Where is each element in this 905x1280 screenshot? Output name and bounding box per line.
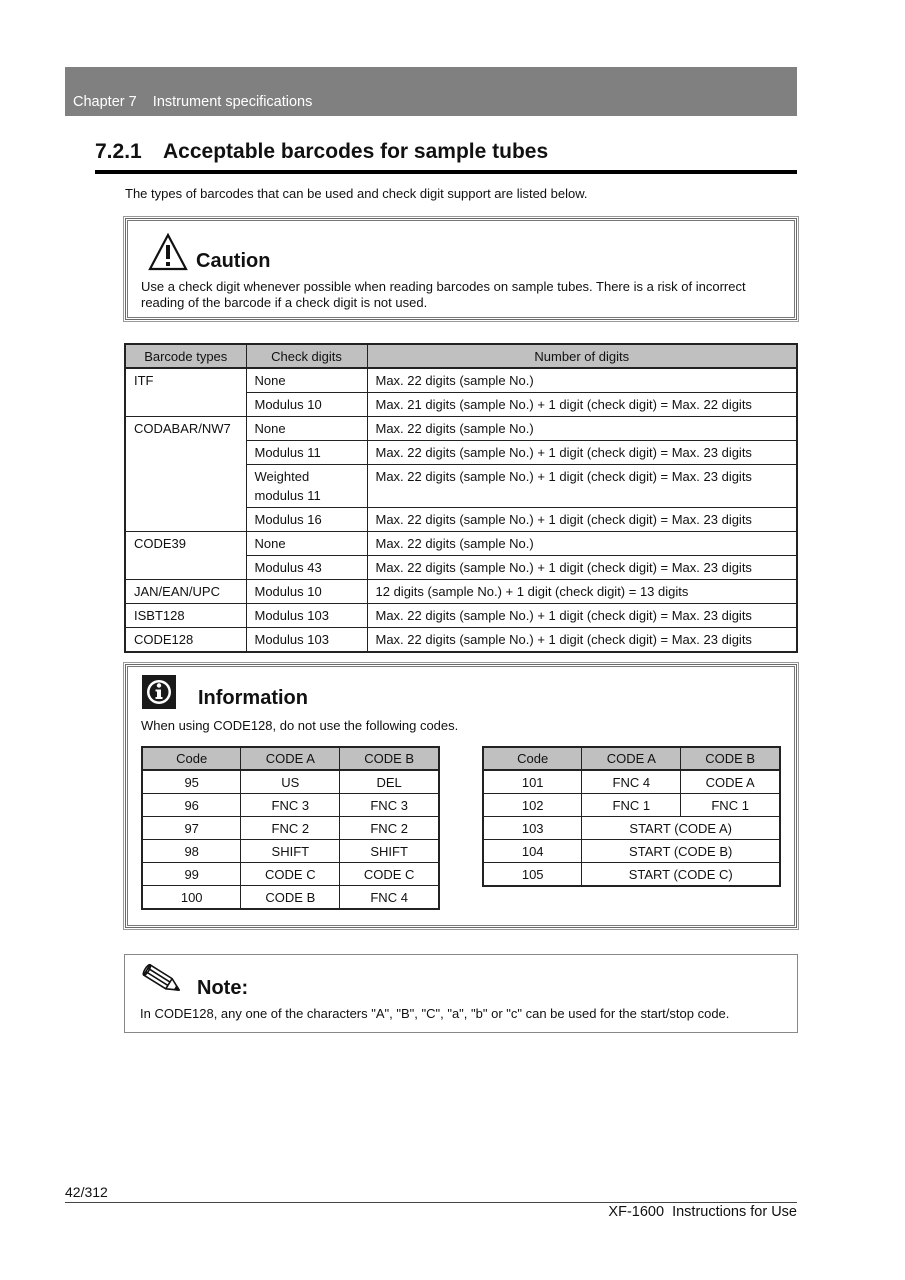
table-row [125,368,797,393]
caution-text: Use a check digit whenever possible when reading barcodes on sample tubes. There is a risk of incorrect reading of the barcode if a check digit is not used. [141,279,746,310]
information-box [123,662,799,930]
footer-rule [65,1202,797,1203]
code-cell: 96 [142,794,241,817]
table-row [483,770,780,794]
table-row [125,580,797,604]
caution-heading: Caution [196,250,271,272]
code-cell: 95 [142,770,241,794]
information-text: When using CODE128, do not use the following codes. [141,718,459,733]
barcode-type-cell: JAN/EAN/UPC [125,580,246,604]
table-row [125,417,797,441]
code-a-cell: CODE C [241,863,340,886]
check-digit-cell: Modulus 10 [246,580,367,604]
barcode-type-cell: ITF [125,368,246,417]
code-b-cell: FNC 2 [340,817,439,840]
digits-cell: Max. 22 digits (sample No.) [367,532,797,556]
code128-table-right [482,746,781,887]
code-b-cell: CODE C [340,863,439,886]
table-header-row [142,747,439,770]
digits-cell: Max. 21 digits (sample No.) + 1 digit (check digit) = Max. 22 digits [367,393,797,417]
digits-cell: Max. 22 digits (sample No.) + 1 digit (check digit) = Max. 23 digits [367,441,797,465]
table-row [125,628,797,653]
footer-title: XF-1600 Instructions for Use [608,1204,797,1220]
col-header-code-a: CODE A [241,747,340,770]
code-ab-cell: START (CODE A) [582,817,780,840]
note-heading: Note: [197,977,249,999]
digits-cell: Max. 22 digits (sample No.) + 1 digit (check digit) = Max. 23 digits [367,508,797,532]
table-row [142,886,439,910]
table-row [125,532,797,556]
code-a-cell: FNC 4 [582,770,681,794]
table-row [142,770,439,794]
table-row [142,817,439,840]
code-a-cell: US [241,770,340,794]
check-digit-cell: None [246,417,367,441]
barcode-type-cell: CODABAR/NW7 [125,417,246,532]
code-b-cell: CODE A [681,770,780,794]
table-row [483,840,780,863]
section-number: 7.2.1 [95,140,142,163]
code-b-cell: FNC 1 [681,794,780,817]
warning-triangle-icon [148,233,188,271]
table-header-row [125,344,797,368]
col-header-number-of-digits: Number of digits [367,344,797,368]
code-cell: 97 [142,817,241,840]
code-a-cell: FNC 3 [241,794,340,817]
code128-table-left [141,746,440,910]
intro-text: The types of barcodes that can be used and check digit support are listed below. [125,186,588,201]
table-row [142,863,439,886]
check-digit-cell: Modulus 103 [246,628,367,653]
check-digit-cell: None [246,532,367,556]
col-header-code-b: CODE B [340,747,439,770]
table-row [125,604,797,628]
caution-box [123,216,799,322]
code-b-cell: FNC 3 [340,794,439,817]
digits-cell: Max. 22 digits (sample No.) + 1 digit (check digit) = Max. 23 digits [367,465,797,508]
table-row [142,840,439,863]
code-ab-cell: START (CODE B) [582,840,780,863]
table-row [142,794,439,817]
code-cell: 98 [142,840,241,863]
code-ab-cell: START (CODE C) [582,863,780,887]
code-a-cell: CODE B [241,886,340,910]
code-cell: 102 [483,794,582,817]
check-digit-cell: Modulus 43 [246,556,367,580]
code-b-cell: DEL [340,770,439,794]
col-header-code-b: CODE B [681,747,780,770]
check-digit-cell: Modulus 16 [246,508,367,532]
note-text: In CODE128, any one of the characters "A", "B", "C", "a", "b" or "c" can be used for the start/stop code. [140,1006,730,1021]
code-b-cell: FNC 4 [340,886,439,910]
title-rule [95,170,797,174]
col-header-code: Code [483,747,582,770]
code-a-cell: FNC 1 [582,794,681,817]
chapter-title: Chapter 7 Instrument specifications [73,94,313,110]
section-heading: Acceptable barcodes for sample tubes [163,140,549,163]
code-a-cell: FNC 2 [241,817,340,840]
info-icon [142,675,176,709]
code-cell: 103 [483,817,582,840]
code-b-cell: SHIFT [340,840,439,863]
digits-cell: 12 digits (sample No.) + 1 digit (check digit) = 13 digits [367,580,797,604]
barcode-table [124,343,798,653]
code-cell: 100 [142,886,241,910]
section-title [95,140,548,164]
digits-cell: Max. 22 digits (sample No.) + 1 digit (check digit) = Max. 23 digits [367,556,797,580]
code-cell: 104 [483,840,582,863]
table-row [483,794,780,817]
check-digit-cell: Weighted modulus 11 [246,465,367,508]
col-header-code: Code [142,747,241,770]
check-digit-cell: Modulus 10 [246,393,367,417]
page-number: 42/312 [65,1184,108,1200]
check-digit-cell: None [246,368,367,393]
note-box [124,954,798,1033]
col-header-code-a: CODE A [582,747,681,770]
check-digit-cell: Modulus 11 [246,441,367,465]
pencil-icon [140,963,186,997]
digits-cell: Max. 22 digits (sample No.) [367,417,797,441]
code-cell: 105 [483,863,582,887]
information-heading: Information [198,687,308,709]
table-header-row [483,747,780,770]
chapter-header-bar [65,67,797,116]
code-cell: 99 [142,863,241,886]
table-row [483,817,780,840]
barcode-type-cell: CODE128 [125,628,246,653]
barcode-type-cell: ISBT128 [125,604,246,628]
col-header-barcode-types: Barcode types [125,344,246,368]
code-cell: 101 [483,770,582,794]
code-a-cell: SHIFT [241,840,340,863]
digits-cell: Max. 22 digits (sample No.) + 1 digit (check digit) = Max. 23 digits [367,628,797,653]
check-digit-cell: Modulus 103 [246,604,367,628]
barcode-type-cell: CODE39 [125,532,246,580]
digits-cell: Max. 22 digits (sample No.) [367,368,797,393]
col-header-check-digits: Check digits [246,344,367,368]
table-row [483,863,780,887]
digits-cell: Max. 22 digits (sample No.) + 1 digit (check digit) = Max. 23 digits [367,604,797,628]
